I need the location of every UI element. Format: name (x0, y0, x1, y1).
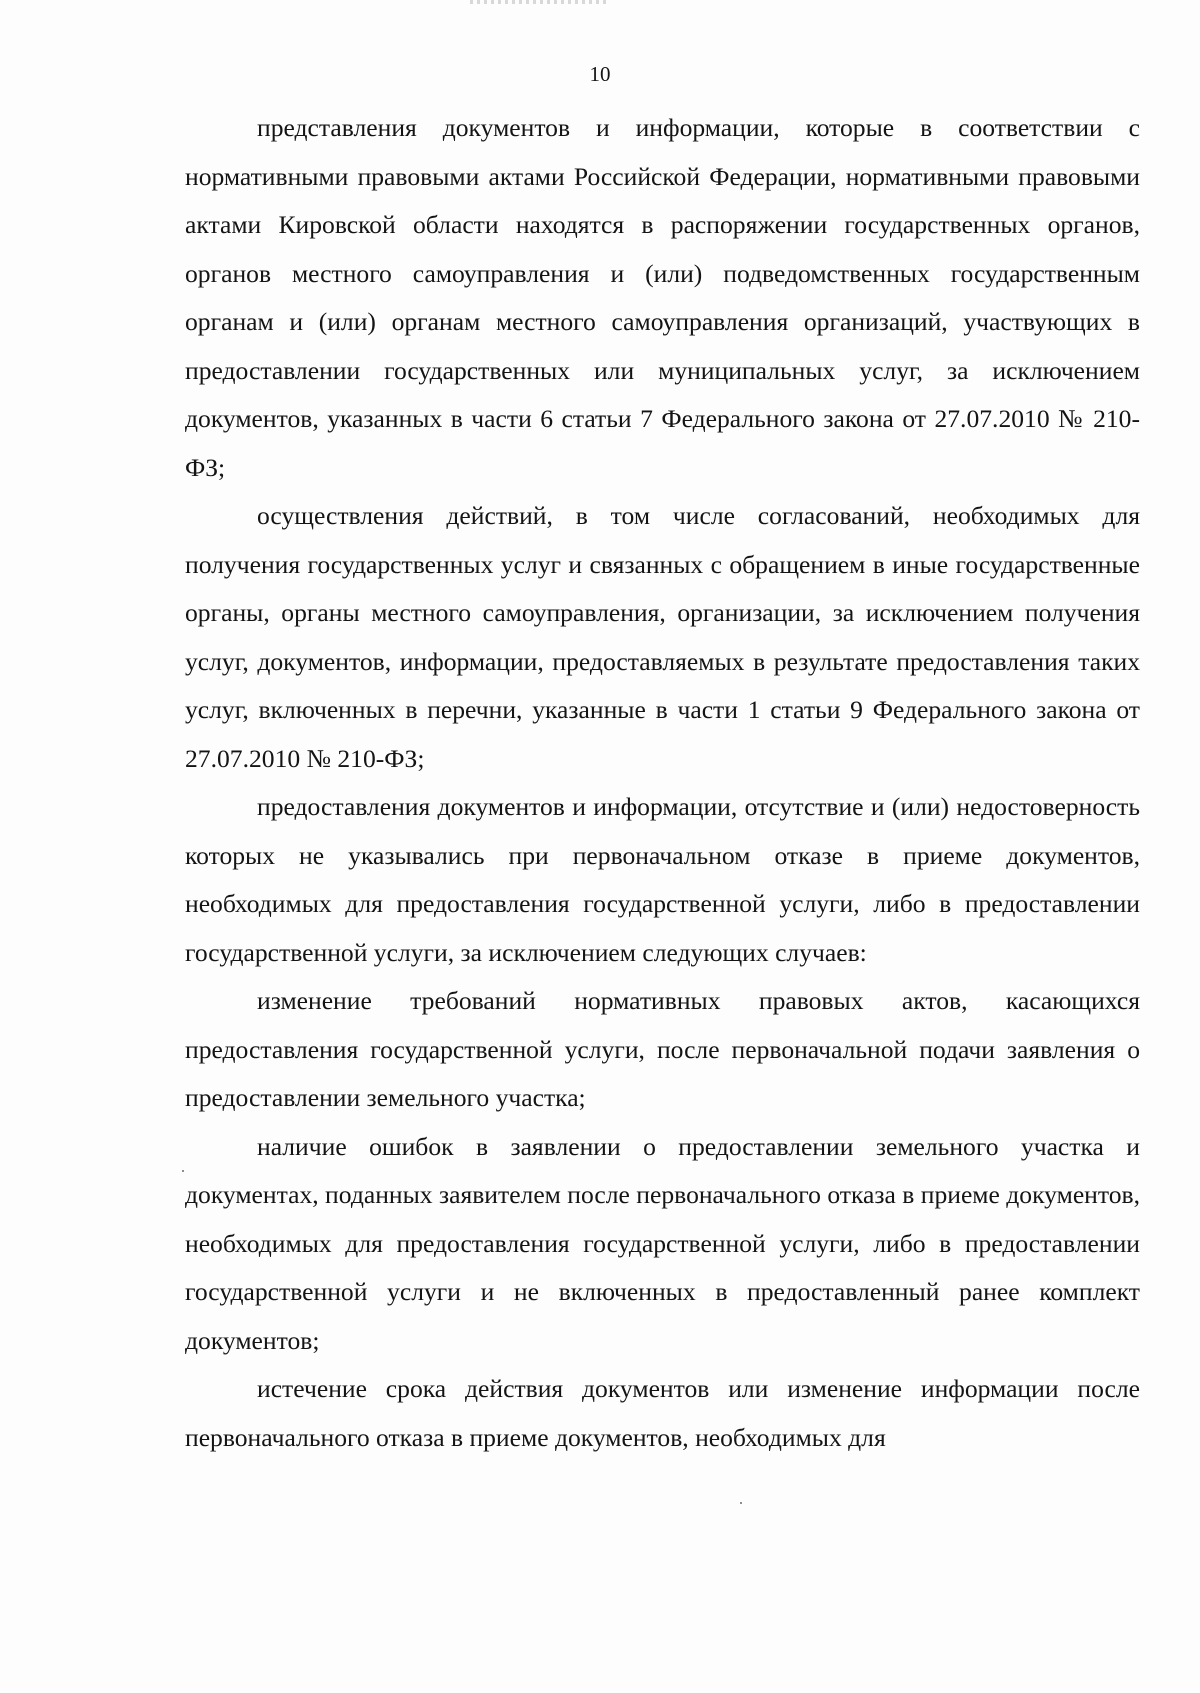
scan-speck (182, 1170, 184, 1172)
paragraph: представления документов и информации, которые в соответствии с нормативными правовыми актами Российской Федерации, нормативными правовыми актами Кировской области находятся в распоряжении государственных органов, органов местного самоуправления и (или) подведомственных государственным органам и (или) органам местного самоуправления организаций, участвующих в предоставлении государственных или муниципальных услуг, за исключением документов, указанных в части 6 статьи 7 Федерального закона от 27.07.2010 № 210-ФЗ; (185, 113, 1140, 482)
document-body (185, 104, 1140, 1462)
paragraph: изменение требований нормативных правовых актов, касающихся предоставления государственной услуги, после первоначальной подачи заявления о предоставлении земельного участка; (185, 986, 1140, 1112)
paragraph: осуществления действий, в том числе согласований, необходимых для получения государственных услуг и связанных с обращением в иные государственные органы, органы местного самоуправления, организации, за исключением получения услуг, документов, информации, предоставляемых в результате предоставления таких услуг, включенных в перечни, указанные в части 1 статьи 9 Федерального закона от 27.07.2010 № 210-ФЗ; (185, 501, 1140, 773)
paragraph: предоставления документов и информации, отсутствие и (или) недостоверность которых не указывались при первоначальном отказе в приеме документов, необходимых для предоставления государственной услуги, либо в предоставлении государственной услуги, за исключением следующих случаев: (185, 792, 1140, 967)
scan-speck (740, 1502, 742, 1504)
page-number: 10 (589, 62, 611, 86)
paragraph: наличие ошибок в заявлении о предоставлении земельного участка и документах, поданных заявителем после первоначального отказа в приеме документов, необходимых для предоставления государственной услуги, либо в предоставлении государственной услуги и не включенных в предоставленный ранее комплект документов; (185, 1131, 1140, 1355)
scan-edge-artifact (470, 0, 610, 4)
paragraph: истечение срока действия документов или изменение информации после первоначального отказа в приеме документов, необходимых для (185, 1374, 1140, 1452)
